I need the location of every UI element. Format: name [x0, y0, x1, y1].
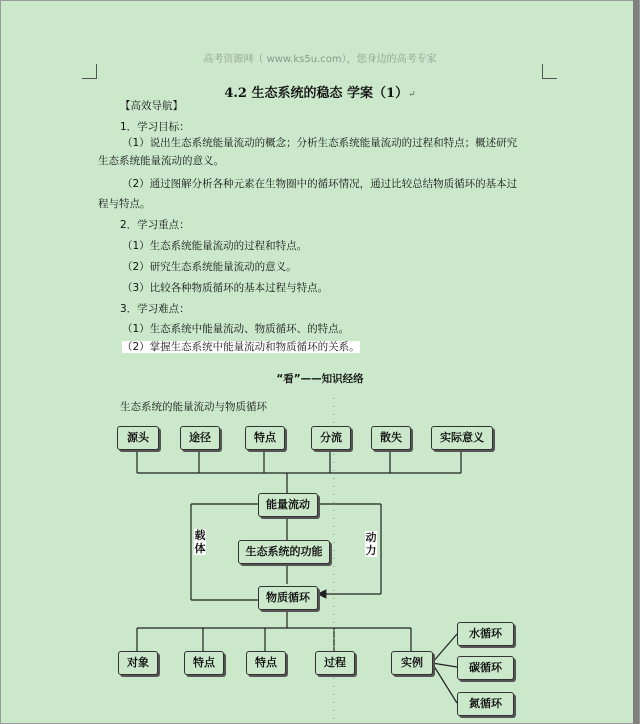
- goal-1a: （1）说出生态系统能量流动的概念；分析生态系统能量流动的过程和特点；概述研究: [122, 137, 518, 149]
- label-power: 动力: [365, 531, 377, 557]
- goal-1b: 生态系统能量流动的意义。: [98, 155, 224, 167]
- box-significance: 实际意义: [431, 426, 493, 450]
- box-pathway: 途径: [180, 426, 220, 450]
- box-material-cycle: 物质循环: [258, 586, 318, 610]
- key-1: （1）生态系统能量流动的过程和特点。: [122, 240, 308, 252]
- key-2: （2）研究生态系统能量流动的意义。: [122, 261, 297, 273]
- diff-heading: 3．学习难点：: [120, 303, 190, 315]
- box-dissipation: 散失: [371, 426, 411, 450]
- document-title: 4.2 生态系统的稳态 学案（1）↵: [224, 86, 416, 101]
- box-energy-flow: 能量流动: [258, 493, 318, 517]
- goal-2a: （2）通过图解分析各种元素在生物圈中的循环情况，通过比较总结物质循环的基本过: [122, 178, 518, 190]
- box-source: 源头: [117, 426, 159, 450]
- page-header: 高考资源网（ www.ks5u.com），您身边的高考专家: [203, 54, 437, 65]
- box-feature-bottom-2: 特点: [246, 651, 286, 675]
- highlighted-text: （2）掌握生态系统中能量流动和物质循环的关系。: [122, 341, 360, 353]
- box-nitrogen-cycle: 氮循环: [457, 692, 514, 716]
- box-feature: 特点: [245, 426, 285, 450]
- guide-heading: 【高效导航】: [120, 100, 183, 112]
- diagram-intro: 生态系统的能量流动与物质循环: [120, 401, 267, 413]
- box-carbon-cycle: 碳循环: [457, 656, 514, 680]
- box-branch-flow: 分流: [311, 426, 351, 450]
- goal-2b: 程与特点。: [98, 198, 151, 210]
- goal-heading: 1．学习目标：: [120, 121, 190, 133]
- diff-1: （1）生态系统中能量流动、物质循环、的特点。: [122, 323, 350, 335]
- box-process: 过程: [315, 651, 355, 675]
- box-feature-bottom-1: 特点: [184, 651, 224, 675]
- section-heading: “看”——知识经络: [276, 373, 364, 385]
- key-heading: 2．学习重点：: [120, 219, 190, 231]
- box-water-cycle: 水循环: [457, 622, 514, 646]
- key-3: （3）比较各种物质循环的基本过程与特点。: [122, 282, 329, 294]
- label-carrier: 载体: [194, 529, 206, 555]
- box-ecosystem-function: 生态系统的功能: [238, 540, 330, 564]
- box-object: 对象: [118, 651, 158, 675]
- box-example: 实例: [391, 651, 433, 675]
